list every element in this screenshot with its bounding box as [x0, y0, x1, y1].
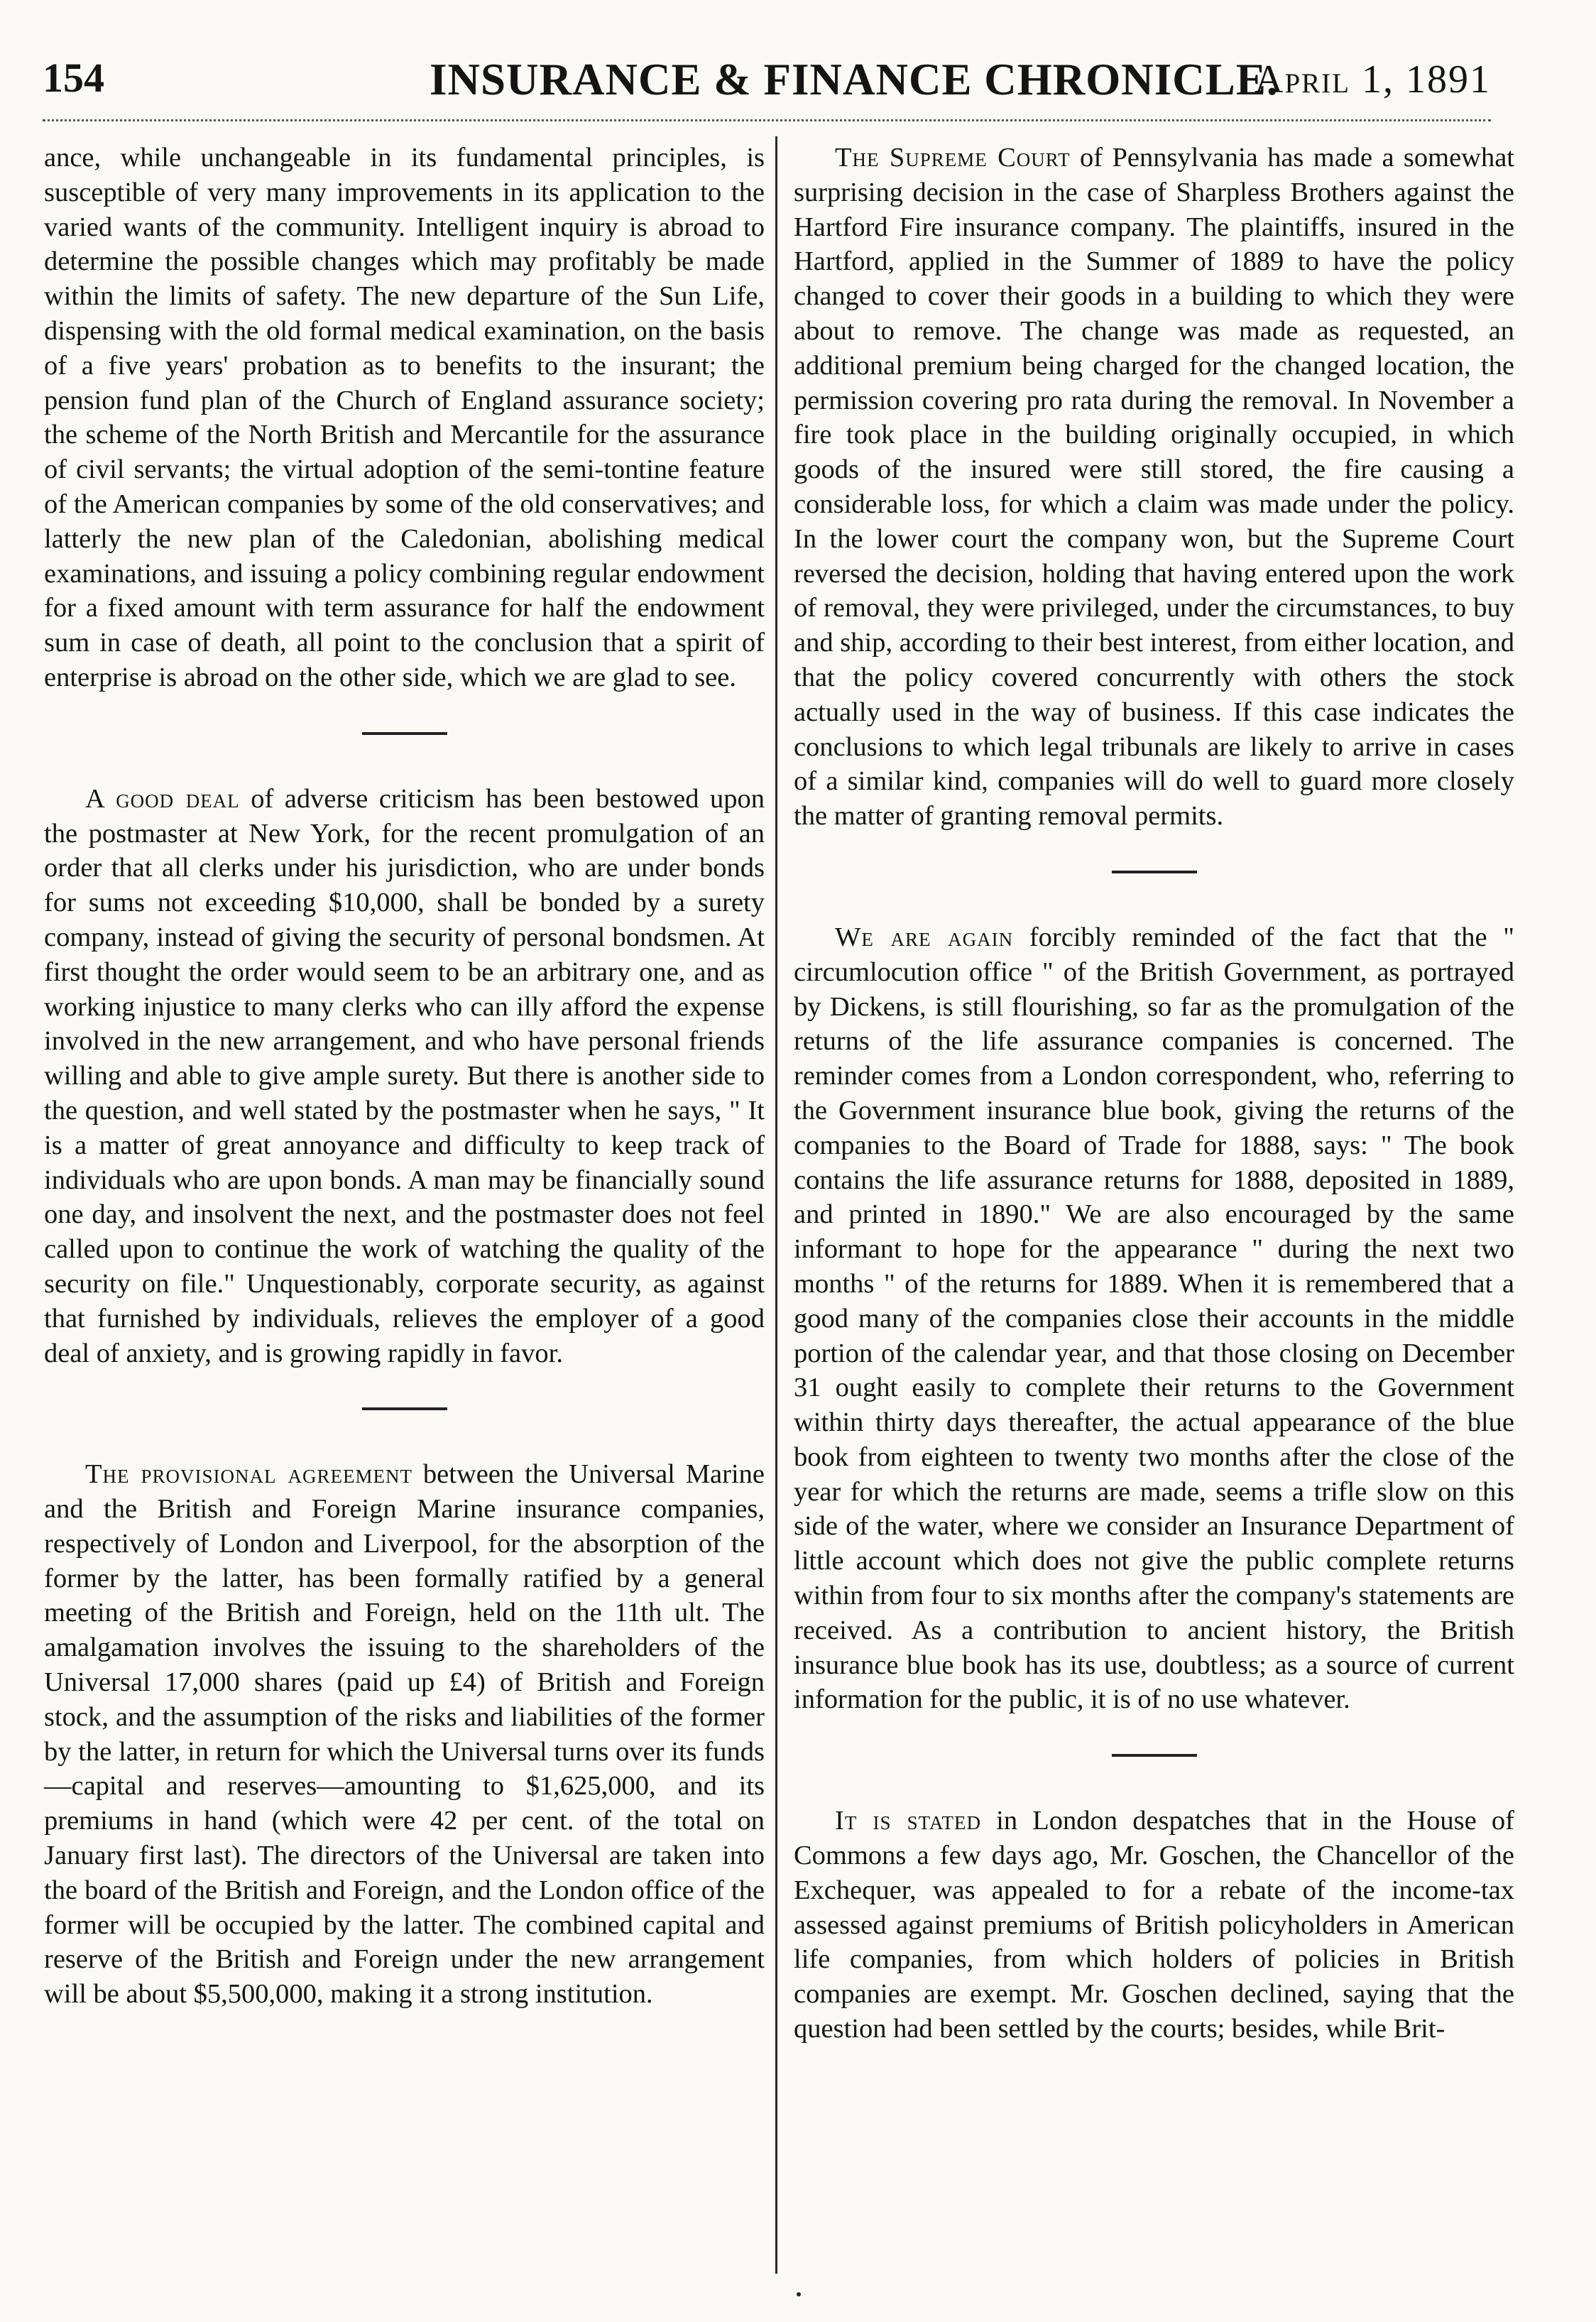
section-divider [1112, 871, 1197, 873]
paragraph-text: forcibly reminded of the fact that the " circumlocution office " of the British Government, as portrayed by Dickens, is still flourishing, so far as the promulgation of the returns of the life assurance companies is concerned. The reminder comes from a London correspondent, who, referring to the Government insurance blue book, giving the returns of the companies to the Board of Trade for 1888, says: " The book contains the life assurance returns for 1888, deposited in 1889, and printed in 1890." We are also encouraged by the same informant to hope for the appearance " during the next two months " of the returns for 1889. When it is remembered that a good many of the companies close their accounts in the middle portion of the calendar year, and that those closing on December 31 ought easily to complete their returns to the Government within thirty days thereafter, the actual appearance of the blue book from eighteen to twenty two months after the close of the year for which the returns are made, seems a trifle slow on this side of the water, where we consider an Insurance Department of little account which does not give the public complete returns within from four to six months after the company's statements are received. As a contribution to ancient history, the British insurance blue book has its use, doubtless; as a source of current information for the public, it is of no use whatever. [794, 922, 1514, 1715]
issue-date: April 1, 1891 [1255, 58, 1491, 102]
paragraph-text: ance, while unchangeable in its fundamental principles, is susceptible of very many improvements in its application to the varied wants of the community. Intelligent inquiry is abroad to determine the possible changes which may profitably be made within the limits of safety. The new departure of the Sun Life, dispensing with the old formal medical examination, on the basis of a five years' probation as to benefits to the insurant; the pension fund plan of the Church of England assurance society; the scheme of the North British and Mercantile for the assurance of civil servants; the virtual adoption of the semi-tontine feature of the American companies by some of the old conservatives; and latterly the new plan of the Caledonian, abolishing medical examinations, and issuing a policy combining regular endowment for a fixed amount with term assurance for half the endowment sum in case of death, all point to the conclusion that a spirit of enterprise is abroad on the other side, which we are glad to see. [44, 143, 765, 692]
paragraph-lead: The provisional agreement [85, 1459, 412, 1490]
section-divider [362, 732, 447, 735]
page-number: 154 [43, 55, 104, 101]
article-paragraph [794, 141, 1514, 834]
left-column [44, 141, 765, 2012]
paragraph-lead: The Supreme Court [835, 143, 1071, 173]
paragraph-text: of adverse criticism has been bestowed upon the postmaster at New York, for the recent promulgation of an order that all clerks under his jurisdiction, who are under bonds for sums not exceeding $10,000, shall be bonded by a surety company, instead of giving the security of personal bondsmen. At first thought the order would seem to be an arbitrary one, and as working injustice to many clerks who can illy afford the expense involved in the new arrangement, and who have personal friends willing and able to give ample surety. But there is another side to the question, and well stated by the postmaster when he says, " It is a matter of great annoyance and difficulty to keep track of individuals who are upon bonds. A man may be financially sound one day, and insolvent the next, and the postmaster does not feel called upon to continue the work of watching the quality of the security on file." Unquestionably, corporate security, as against that furnished by individuals, relieves the employer of a good deal of anxiety, and is growing rapidly in favor. [44, 783, 765, 1368]
right-column [794, 141, 1514, 2046]
section-divider [1112, 1754, 1197, 1757]
printer-mark [797, 2292, 801, 2296]
paragraph-text: between the Universal Marine and the British and Foreign Marine insurance companies, respectively of London and Liverpool, for the absorption of the former by the latter, has been formally ratified by a general meeting of the British and Foreign, held on the 11th ult. The amalgamation involves the issuing to the shareholders of the Universal 17,000 shares (paid up £4) of British and Foreign stock, and the assumption of the risks and liabilities of the former by the latter, in return for which the Universal turns over its funds—capital and reserves—amounting to $1,625,000, and its premiums in hand (which were 42 per cent. of the total on January first last). The directors of the Universal are taken into the board of the British and Foreign, and the London office of the former will be occupied by the latter. The combined capital and reserve of the British and Foreign under the new arrangement will be about $5,500,000, making it a strong institution. [44, 1459, 765, 2010]
paragraph-text: in London despatches that in the House of Commons a few days ago, Mr. Goschen, the Chancellor of the Exchequer, was appealed to for a rebate of the income-tax assessed against premiums of British policyholders in American life companies, from which holders of policies in British companies are exempt. Mr. Goschen declined, saying that the question had been settled by the courts; besides, while Brit- [794, 1806, 1514, 2044]
article-paragraph [794, 1804, 1514, 2046]
paragraph-lead: It is stated [835, 1806, 981, 1836]
column-divider [775, 136, 777, 2274]
header-rule [43, 119, 1491, 121]
paragraph-lead: A good deal [85, 783, 240, 814]
article-paragraph [794, 920, 1514, 1717]
section-divider [362, 1407, 447, 1410]
journal-title: INSURANCE & FINANCE CHRONICLE. [430, 55, 1279, 104]
paragraph-lead: We are again [835, 922, 1014, 952]
article-paragraph [44, 141, 765, 695]
page-header [43, 54, 1491, 114]
article-paragraph [44, 1457, 765, 2012]
article-paragraph [44, 782, 765, 1371]
paragraph-text: of Pennsylvania has made a somewhat surprising decision in the case of Sharpless Brothers against the Hartford Fire insurance company. The plaintiffs, insured in the Hartford, applied in the Summer of 1889 to have the policy changed to cover their goods in a building to which they were about to remove. The change was made as requested, an additional premium being charged for the changed location, the permission covering pro rata during the removal. In November a fire took place in the building originally occupied, in which goods of the insured were still stored, the fire causing a considerable loss, for which a claim was made under the policy. In the lower court the company won, but the Supreme Court reversed the decision, holding that having entered upon the work of removal, they were privileged, under the circumstances, to buy and ship, according to their best interest, from either location, and that the policy covered concurrently with others the stock actually used in the way of business. If this case indicates the conclusions to which legal tribunals are likely to arrive in cases of a similar kind, companies will do well to guard more closely the matter of granting removal permits. [794, 143, 1514, 832]
